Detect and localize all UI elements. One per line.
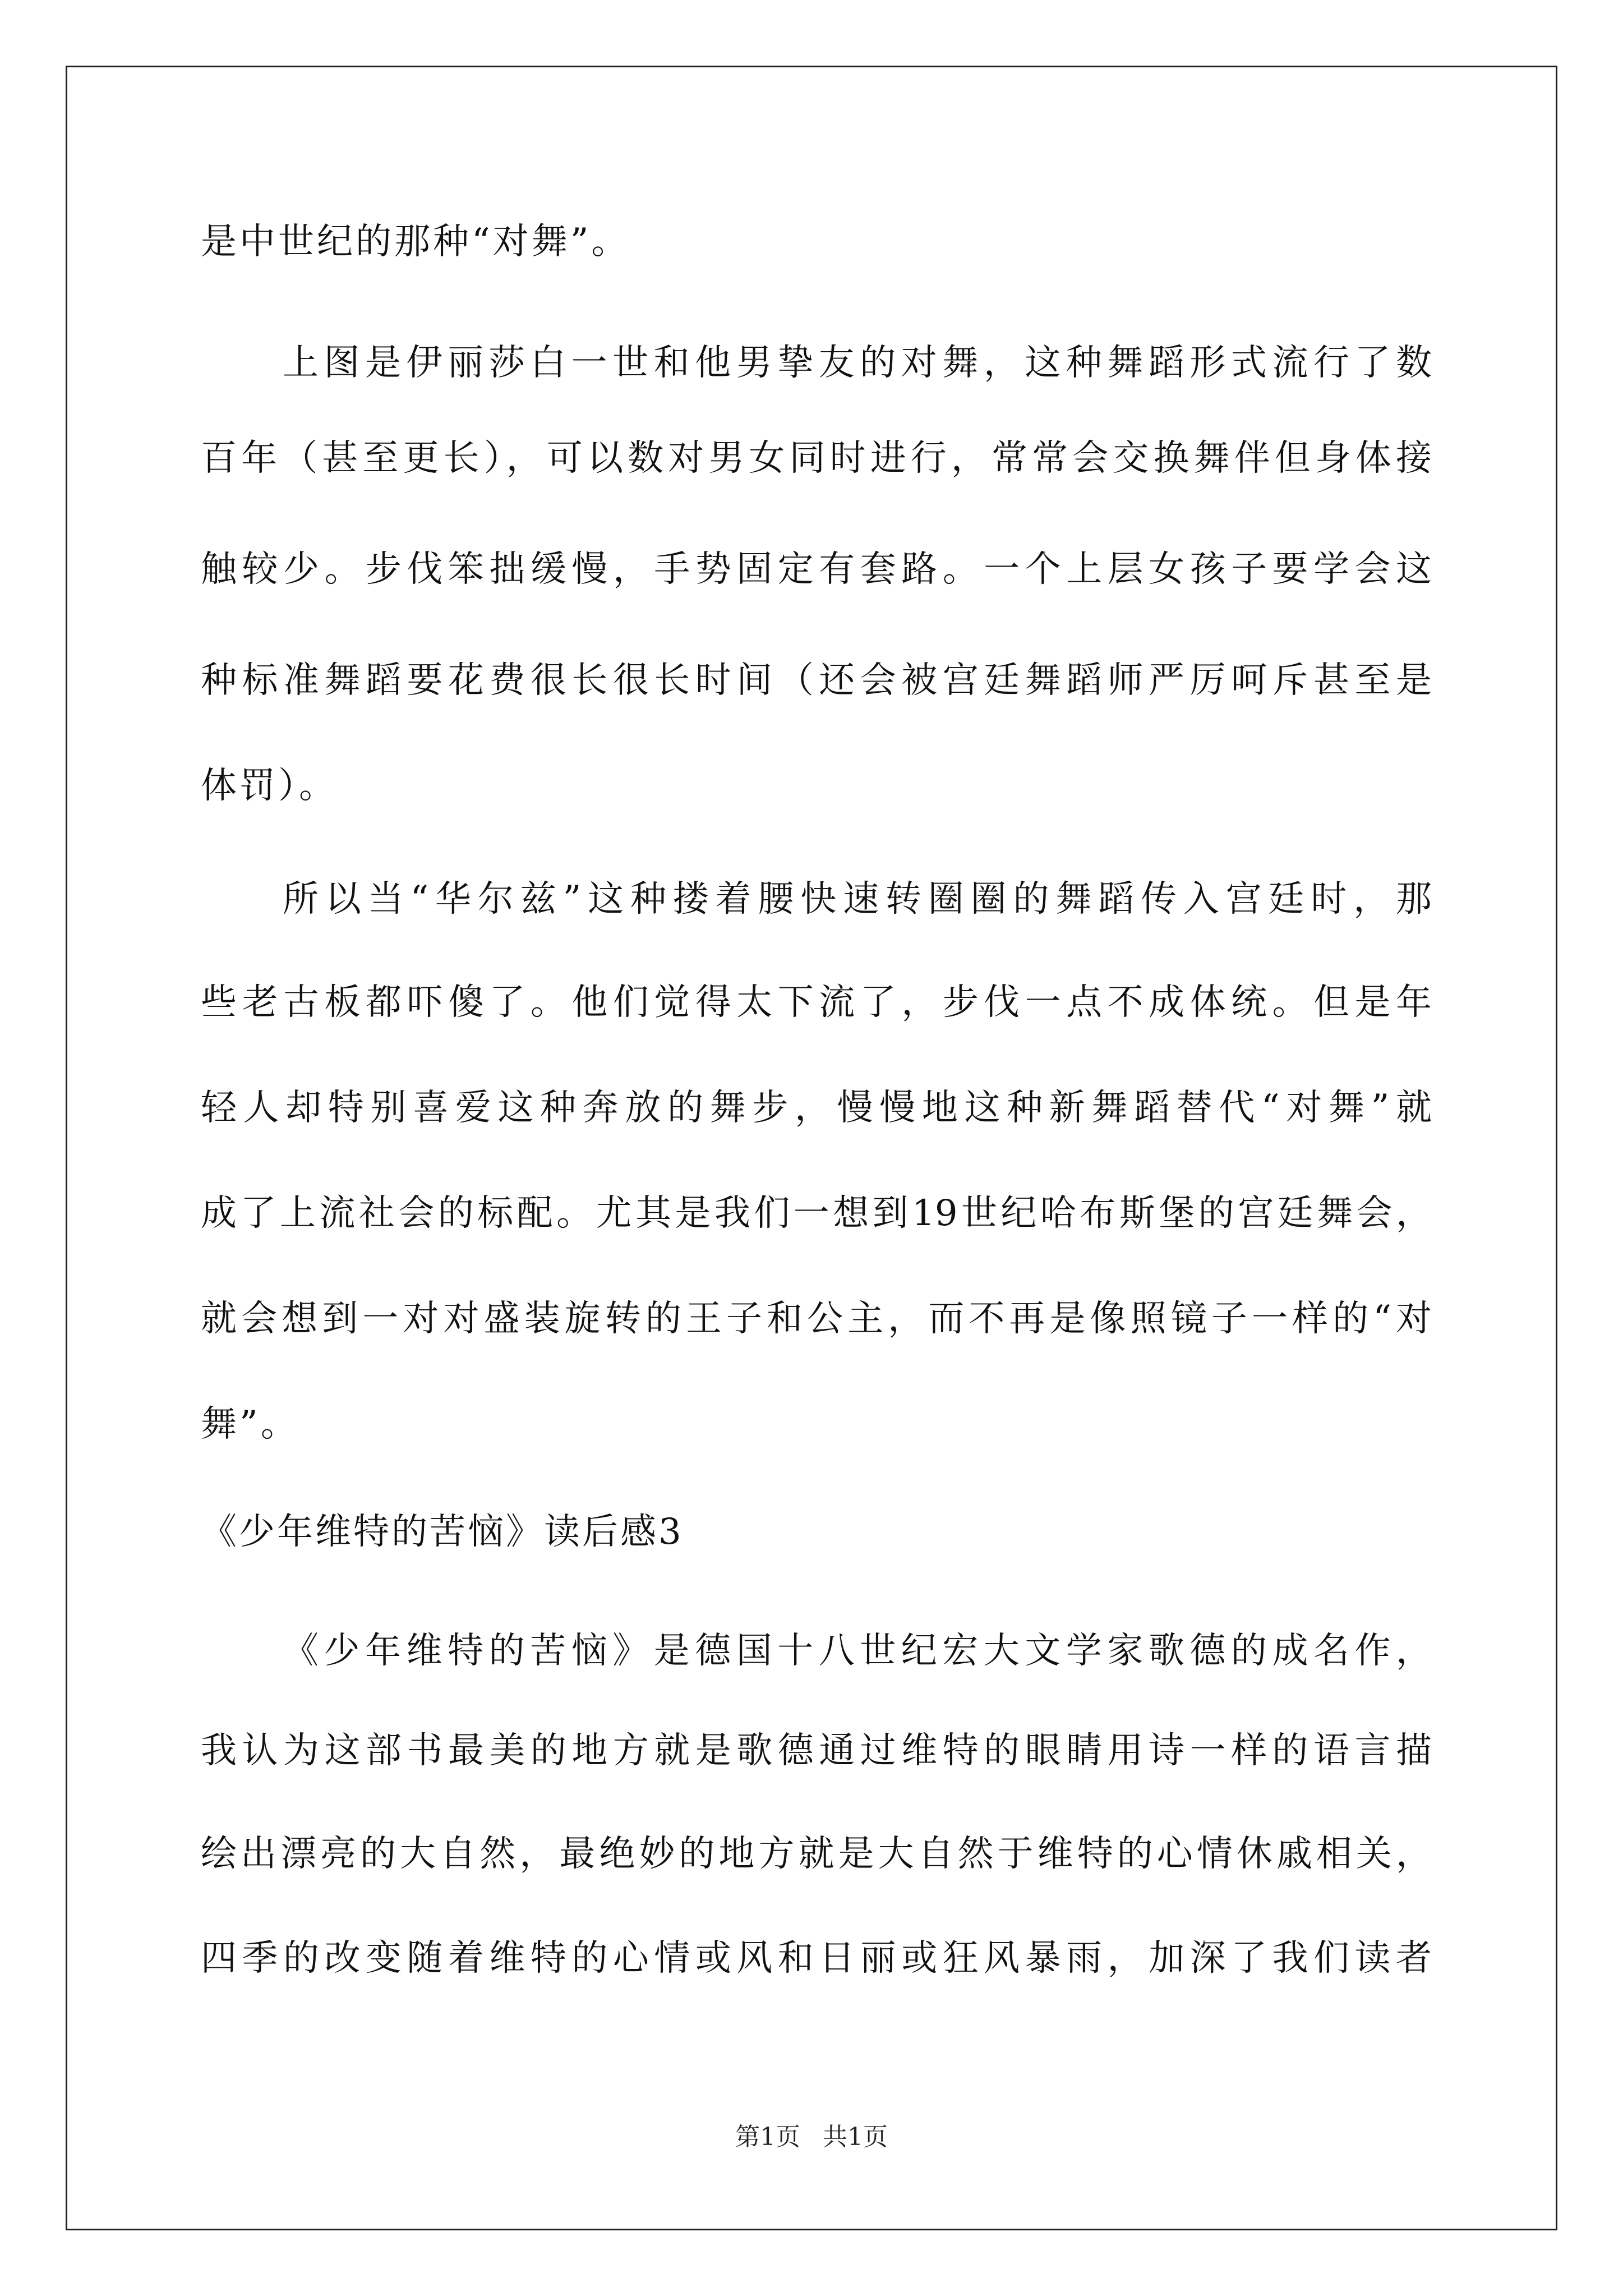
text-line: 我认为这部书最美的地方就是歌德通过维特的眼睛用诗一样的语言描 xyxy=(201,1730,1432,1772)
text-line: 触较少。步伐笨拙缓慢，手势固定有套路。一个上层女孩子要学会这 xyxy=(201,549,1432,590)
text-line: 百年（甚至更长），可以数对男女同时进行，常常会交换舞伴但身体接 xyxy=(201,438,1432,479)
text-line: 是中世纪的那种“对舞”。 xyxy=(201,221,630,263)
text-line: 种标准舞蹈要花费很长很长时间（还会被宫廷舞蹈师严厉呵斥甚至是 xyxy=(201,660,1432,701)
page-footer xyxy=(0,2120,1623,2154)
text-line: 绘出漂亮的大自然，最绝妙的地方就是大自然于维特的心情休戚相关， xyxy=(201,1833,1432,1875)
text-line: 成了上流社会的标配。尤其是我们一想到19世纪哈布斯堡的宫廷舞会， xyxy=(201,1193,1432,1234)
text-line: 所以当“华尔兹”这种搂着腰快速转圈圈的舞蹈传入宫廷时，那 xyxy=(283,878,1432,920)
text-line: 就会想到一对对盛装旋转的王子和公主，而不再是像照镜子一样的“对 xyxy=(201,1298,1432,1340)
text-line: 轻人却特别喜爱这种奔放的舞步，慢慢地这种新舞蹈替代“对舞”就 xyxy=(201,1087,1432,1129)
page-number: 第1页 xyxy=(735,2123,800,2151)
text-line: 些老古板都吓傻了。他们觉得太下流了，步伐一点不成体统。但是年 xyxy=(201,982,1432,1023)
page-total: 共1页 xyxy=(823,2123,888,2151)
text-line: 舞”。 xyxy=(201,1404,299,1445)
section-heading: 《少年维特的苦恼》读后感3 xyxy=(201,1511,684,1553)
text-line: 四季的改变随着维特的心情或风和日丽或狂风暴雨，加深了我们读者 xyxy=(201,1938,1432,1979)
text-line: 体罚）。 xyxy=(201,765,338,807)
page-border xyxy=(66,66,1557,2230)
text-line: 上图是伊丽莎白一世和他男挚友的对舞，这种舞蹈形式流行了数 xyxy=(283,342,1432,384)
text-line: 《少年维特的苦恼》是德国十八世纪宏大文学家歌德的成名作， xyxy=(283,1630,1432,1672)
